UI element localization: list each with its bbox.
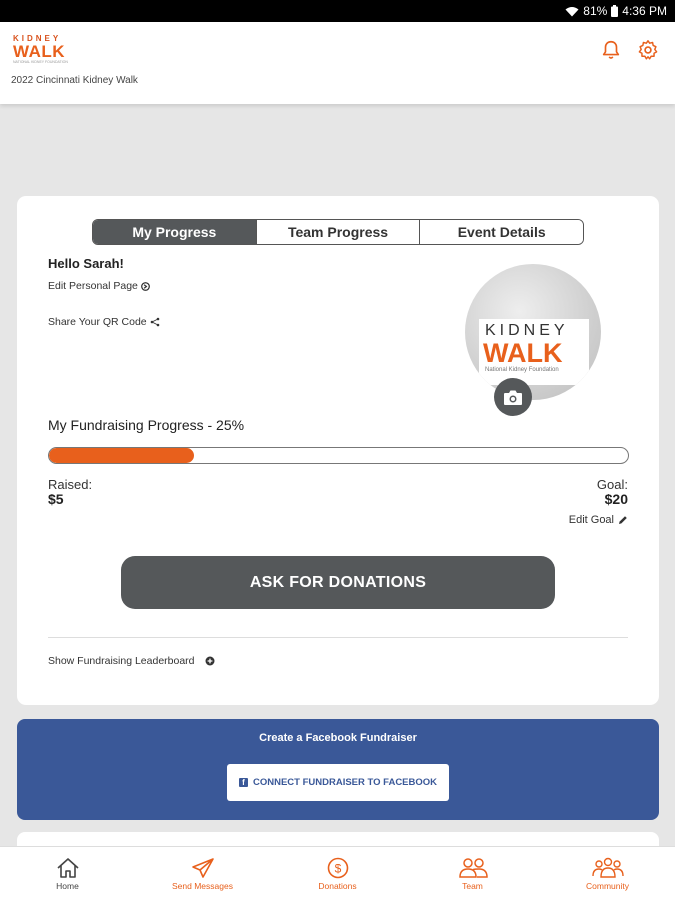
- nav-community[interactable]: [540, 847, 675, 900]
- tab-my-progress[interactable]: My Progress: [93, 220, 256, 244]
- fundraising-progress-label: My Fundraising Progress - 25%: [48, 417, 245, 433]
- bottom-nav: [0, 846, 675, 900]
- camera-icon: [503, 389, 523, 406]
- app-header: [0, 22, 675, 104]
- bell-icon[interactable]: [600, 39, 622, 61]
- pencil-icon: [618, 515, 628, 525]
- change-photo-button[interactable]: [494, 378, 532, 416]
- raised-value: $5: [48, 491, 64, 507]
- battery-icon: [611, 5, 618, 17]
- nav-team-label: Team: [462, 881, 483, 891]
- tab-team-progress[interactable]: Team Progress: [256, 220, 420, 244]
- nav-home[interactable]: [0, 847, 135, 900]
- divider: [48, 637, 628, 638]
- ask-for-donations-button[interactable]: ASK FOR DONATIONS: [121, 556, 555, 609]
- connect-facebook-button[interactable]: [227, 764, 449, 801]
- avatar-logo-line1: KIDNEY: [485, 322, 569, 339]
- nav-donations-label: Donations: [318, 881, 357, 891]
- status-bar: [0, 0, 675, 22]
- nav-send-messages-label: Send Messages: [172, 881, 233, 891]
- greeting: Hello Sarah!: [48, 256, 124, 271]
- share-icon: [150, 317, 160, 327]
- edit-personal-page-label: Edit Personal Page: [48, 280, 138, 292]
- logo-line1: KIDNEY: [13, 34, 62, 43]
- tab-event-details[interactable]: Event Details: [419, 220, 583, 244]
- gear-icon[interactable]: [637, 39, 659, 61]
- facebook-fundraiser-card: [17, 719, 659, 820]
- plus-circle-icon: [205, 656, 215, 666]
- edit-goal-label: Edit Goal: [568, 514, 614, 526]
- nav-send-messages[interactable]: [135, 847, 270, 900]
- arrow-circle-icon: [141, 282, 150, 291]
- nav-donations[interactable]: [270, 847, 405, 900]
- send-icon: [191, 857, 215, 879]
- show-leaderboard-label: Show Fundraising Leaderboard: [48, 655, 195, 667]
- avatar-logo-line3: National Kidney Foundation: [485, 367, 559, 373]
- share-qr-code-link[interactable]: [48, 316, 160, 328]
- progress-card: [17, 196, 659, 705]
- share-qr-code-label: Share Your QR Code: [48, 316, 147, 328]
- svg-text:$: $: [334, 861, 341, 876]
- clock: 4:36 PM: [622, 4, 667, 18]
- wifi-icon: [565, 6, 579, 17]
- goal-label: Goal:: [596, 477, 628, 492]
- goal-value: $20: [604, 491, 628, 507]
- facebook-icon: f: [239, 778, 248, 787]
- kidney-walk-logo: [13, 34, 73, 65]
- nav-home-label: Home: [56, 881, 79, 891]
- profile-avatar[interactable]: [465, 264, 601, 400]
- home-icon: [56, 857, 80, 879]
- edit-personal-page-link[interactable]: [48, 280, 150, 292]
- event-name: 2022 Cincinnati Kidney Walk: [11, 75, 138, 86]
- connect-facebook-label: CONNECT FUNDRAISER TO FACEBOOK: [252, 777, 438, 788]
- nav-community-label: Community: [586, 881, 629, 891]
- fundraising-progress-fill: [49, 448, 194, 463]
- battery-percent: 81%: [583, 4, 608, 18]
- nav-team[interactable]: [405, 847, 540, 900]
- edit-goal-link[interactable]: [569, 514, 628, 526]
- avatar-logo-line2: WALK: [483, 338, 563, 368]
- logo-line3: NATIONAL KIDNEY FOUNDATION: [13, 60, 68, 64]
- community-icon: [592, 857, 624, 879]
- raised-label: Raised:: [48, 477, 93, 492]
- facebook-fundraiser-title: Create a Facebook Fundraiser: [259, 732, 417, 744]
- tab-bar: [92, 219, 584, 245]
- logo-line2: WALK: [13, 42, 66, 61]
- fundraising-progress-bar: [48, 447, 629, 464]
- avatar-logo: [479, 319, 589, 385]
- show-leaderboard-link[interactable]: [48, 655, 215, 667]
- team-icon: [458, 857, 488, 879]
- dollar-icon: [326, 857, 350, 879]
